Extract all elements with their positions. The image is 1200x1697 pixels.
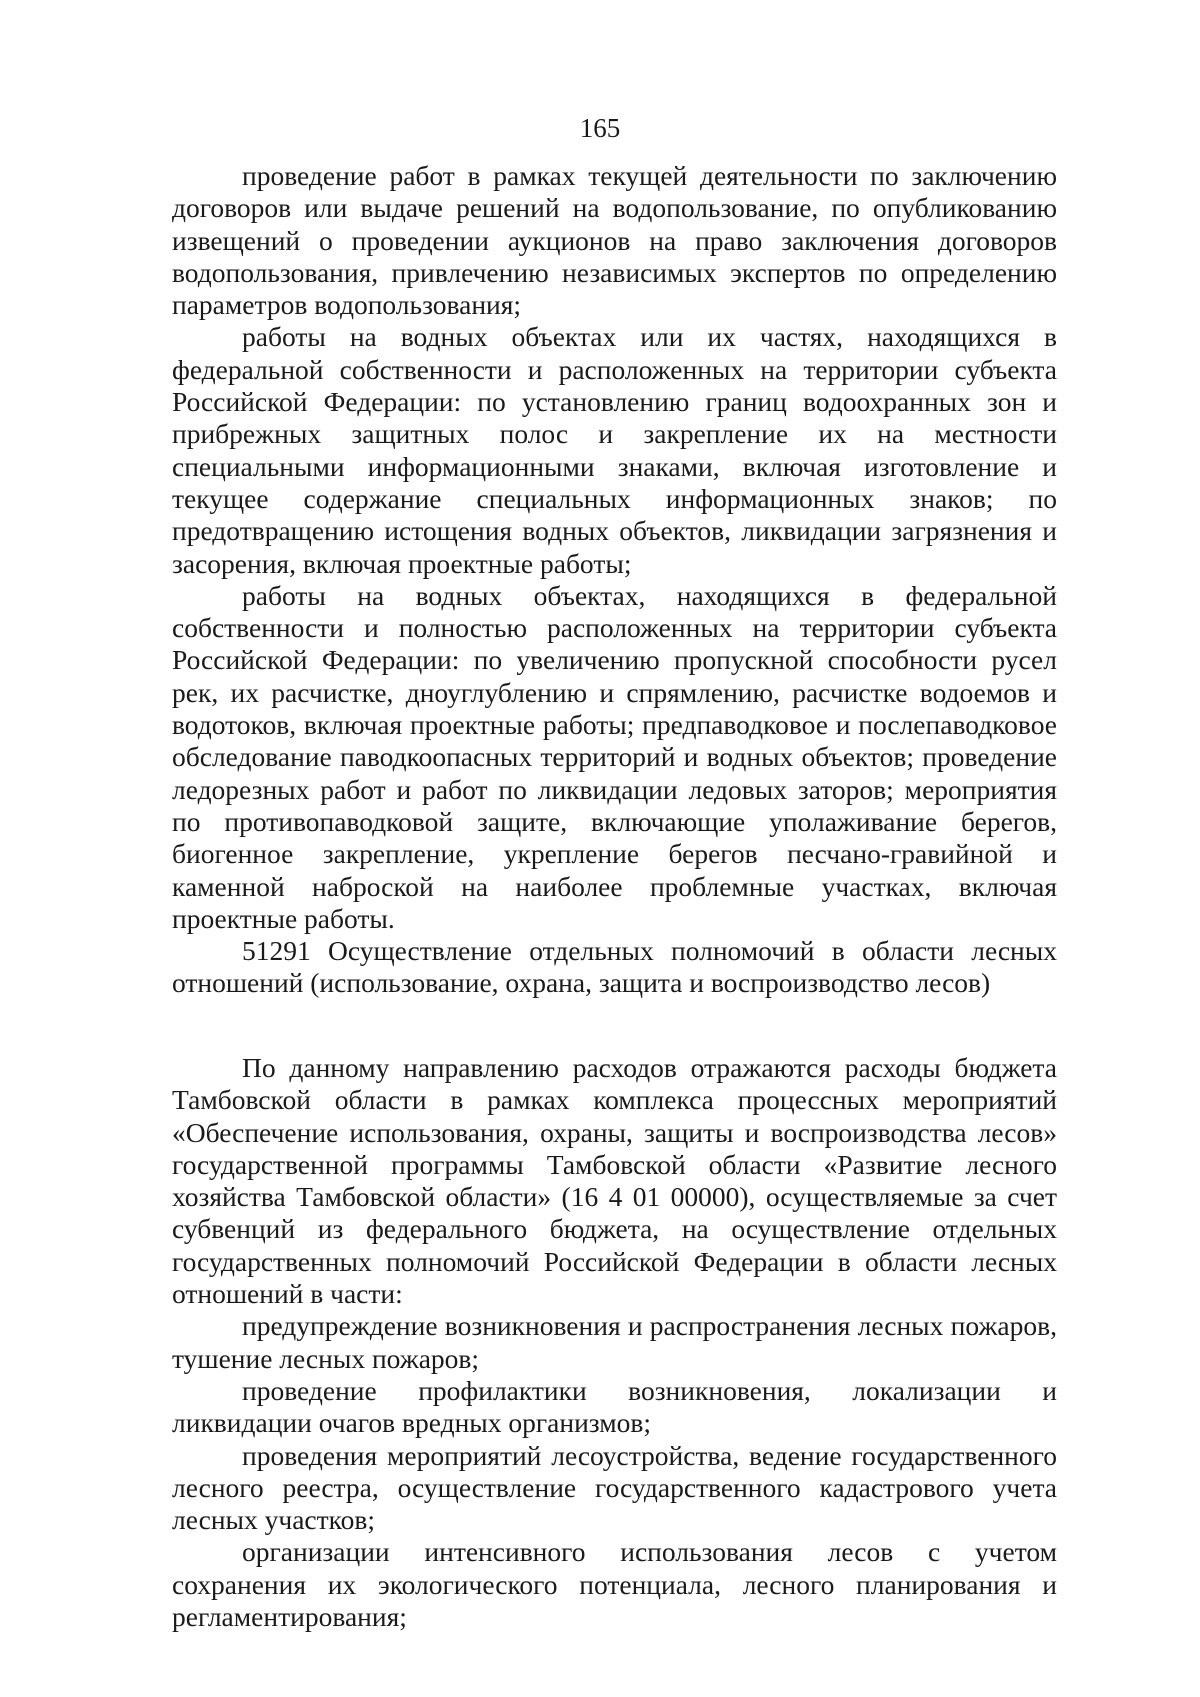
paragraph: По данному направлению расходов отражаются расходы бюджета Тамбовской области в рамках комплекса процессных мероприятий «Обеспечение использования, охраны, защиты и воспроизводства лесов» государственной программы Тамбовской области «Развитие лесного хозяйства Тамбовской области» (16 4 01 00000), осуществляемые за счет субвенций из федерального бюджета, на осуществление отдельных государственных полномочий Российской Федерации в области лесных отношений в части: [172,1052,1057,1310]
body-text-part2 [172,1052,1057,1633]
paragraph: предупреждение возникновения и распространения лесных пожаров, тушение лесных пожаров; [172,1310,1057,1374]
paragraph: организации интенсивного использования лесов с учетом сохранения их экологического потенциала, лесного планирования и регламентирования; [172,1536,1057,1633]
section-heading-block [172,935,1057,1000]
paragraph: проведения мероприятий лесоустройства, ведение государственного лесного реестра, осуществление государственного кадастрового учета лесных участков; [172,1439,1057,1536]
paragraph: проведение работ в рамках текущей деятельности по заключению договоров или выдаче решений на водопользование, по опубликованию извещений о проведении аукционов на право заключения договоров водопользования, привлечению независимых экспертов по определению параметров водопользования; [172,160,1057,321]
paragraph: работы на водных объектах или их частях, находящихся в федеральной собственности и расположенных на территории субъекта Российской Федерации: по установлению границ водоохранных зон и прибрежных защитных полос и закрепление их на местности специальными информационными знаками, включая изготовление и текущее содержание специальных информационных знаков; по предотвращению истощения водных объектов, ликвидации загрязнения и засорения, включая проектные работы; [172,321,1057,579]
section-heading: 51291 Осуществление отдельных полномочий в области лесных отношений (использование, охрана, защита и воспроизводство лесов) [172,935,1057,999]
paragraph: проведение профилактики возникновения, локализации и ликвидации очагов вредных организмов; [172,1374,1057,1439]
paragraph: работы на водных объектах, находящихся в федеральной собственности и полностью расположенных на территории субъекта Российской Федерации: по увеличению пропускной способности русел рек, их расчистке, дноуглублению и спрямлению, расчистке водоемов и водотоков, включая проектные работы; предпаводковое и послепаводковое обследование паводкоопасных территорий и водных объектов; проведение ледорезных работ и работ по ликвидации ледовых заторов; мероприятия по противопаводковой защите, включающие уполаживание берегов, биогенное закрепление, укрепление берегов песчано-гравийной и каменной наброской на наиболее проблемные участках, включая проектные работы. [172,579,1057,934]
page-number: 165 [579,113,621,143]
body-text-part1 [172,160,1057,935]
